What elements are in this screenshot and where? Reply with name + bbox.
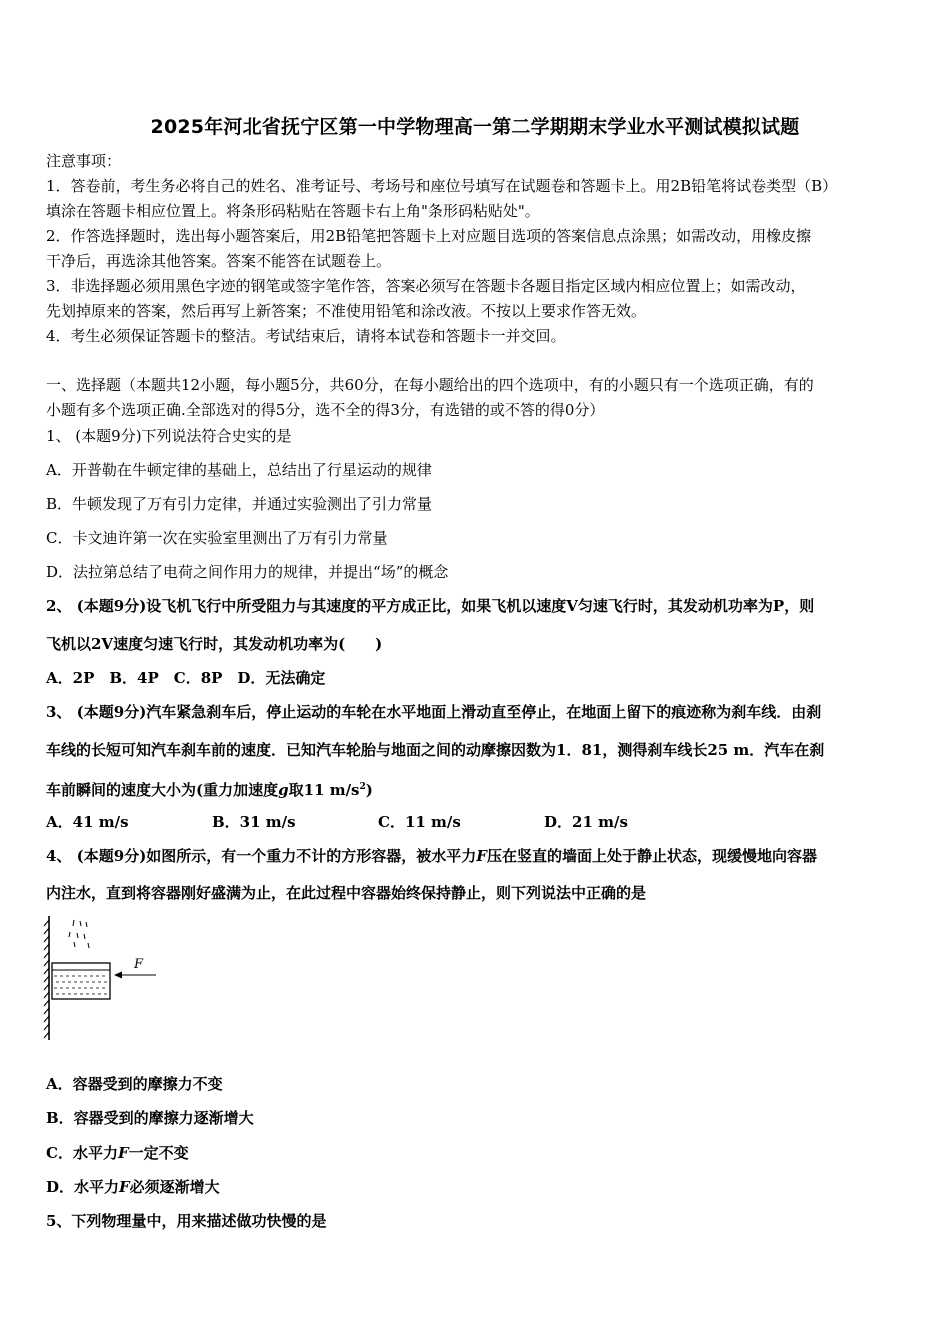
option-text: 一定不变 [128,1144,189,1162]
question-1-option-b: B．牛顿发现了万有引力定律，并通过实验测出了引力常量 [46,495,433,513]
notice-line: 先划掉原来的答案，然后再写上新答案；不准使用铅笔和涂改液。不按以上要求作答无效。 [46,302,647,320]
question-2-stem: 飞机以2V速度匀速飞行时，其发动机功率为( ) [46,635,383,653]
question-3-option-b: B．31 m/s [212,813,296,831]
question-3-options [46,812,908,832]
question-3-stem: 车线的长短可知汽车刹车前的速度．已知汽车轮胎与地面之间的动摩擦因数为1．81，测得刹车线长25 m．汽车在刹 [46,741,825,759]
symbol-f: F [119,1178,130,1196]
container-wall-figure [40,912,170,1044]
stem-text: 4、 (本题9分)如图所示，有一个重力不计的方形容器，被水平力 [46,847,477,865]
stem-text: 车前瞬间的速度大小为(重力加速度 [46,781,279,799]
notice-line: 2．作答选择题时，选出每小题答案后，用2B铅笔把答题卡上对应题目选项的答案信息点涂黑；如需改动，用橡皮擦 [46,227,812,245]
question-4-option-c [46,1143,908,1163]
question-3-option-c: C．11 m/s [378,813,461,831]
notice-line: 1．答卷前，考生务必将自己的姓名、准考证号、考场号和座位号填写在试题卷和答题卡上。用2B铅笔将试卷类型（B） [46,177,838,195]
question-3-stem: 3、 (本题9分)汽车紧急刹车后，停止运动的车轮在水平地面上滑动直至停止，在地面上留下的痕迹称为刹车线．由刹 [46,703,822,721]
question-2-stem: 2、 (本题9分)设飞机飞行中所受阻力与其速度的平方成正比，如果飞机以速度V匀速飞行时，其发动机功率为P，则 [46,597,815,615]
notice-line: 干净后，再选涂其他答案。答案不能答在试题卷上。 [46,252,392,270]
symbol-f: F [117,1144,129,1162]
notice-line: 3．非选择题必须用黑色字迹的钢笔或签字笔作答，答案必须写在答题卡各题目指定区域内相应位置上；如需改动， [46,277,806,295]
question-5-stem: 5、下列物理量中，用来描述做功快慢的是 [46,1212,327,1230]
section-header: 一、选择题（本题共12小题，每小题5分，共60分，在每小题给出的四个选项中，有的小题只有一个选项正确，有的 [46,376,814,394]
section-header: 小题有多个选项正确.全部选对的得5分，选不全的得3分，有选错的或不答的得0分） [46,401,605,419]
question-1-option-c: C．卡文迪许第一次在实验室里测出了万有引力常量 [46,529,388,547]
question-4-option-d [46,1177,908,1197]
superscript: 2 [359,782,366,792]
option-text: C．水平力 [46,1144,118,1162]
stem-text: ) [365,781,373,799]
symbol-f: F [476,847,487,865]
question-3-option-d: D．21 m/s [544,813,628,831]
question-4-stem [46,846,908,866]
question-4-option-a: A．容器受到的摩擦力不变 [46,1075,223,1093]
force-arrowhead [114,972,122,979]
question-1-option-a: A．开普勒在牛顿定律的基础上，总结出了行星运动的规律 [46,461,432,479]
question-4-stem: 内注水，直到将容器刚好盛满为止，在此过程中容器始终保持静止，则下列说法中正确的是 [46,884,647,902]
question-1-option-d: D．法拉第总结了电荷之间作用力的规律，并提出“场”的概念 [46,563,449,581]
question-3-option-a: A．41 m/s [46,813,129,831]
page-title: 2025年河北省抚宁区第一中学物理高一第二学期期末学业水平测试模拟试题 [150,116,800,138]
stem-text: 取11 m/s [288,781,360,799]
option-text: D．水平力 [46,1178,120,1196]
symbol-g: g [278,781,289,799]
water-fill [54,976,108,994]
question-2-options: A．2P B．4P C．8P D．无法确定 [46,669,326,687]
force-label: F [134,957,144,972]
question-4-option-b: B．容器受到的摩擦力逐渐增大 [46,1109,254,1127]
question-1-stem: 1、 (本题9分)下列说法符合史实的是 [46,427,292,445]
notice-heading: 注意事项： [46,152,122,170]
notice-line: 4．考生必须保证答题卡的整洁。考试结束后，请将本试卷和答题卡一并交回。 [46,327,566,345]
water-drops [69,920,89,948]
question-3-stem [46,777,908,800]
container [52,963,110,999]
option-text: 必须逐渐增大 [129,1178,220,1196]
stem-text: 压在竖直的墙面上处于静止状态，现缓慢地向容器 [486,847,817,865]
notice-line: 填涂在答题卡相应位置上。将条形码粘贴在答题卡右上角"条形码粘贴处"。 [46,202,540,220]
